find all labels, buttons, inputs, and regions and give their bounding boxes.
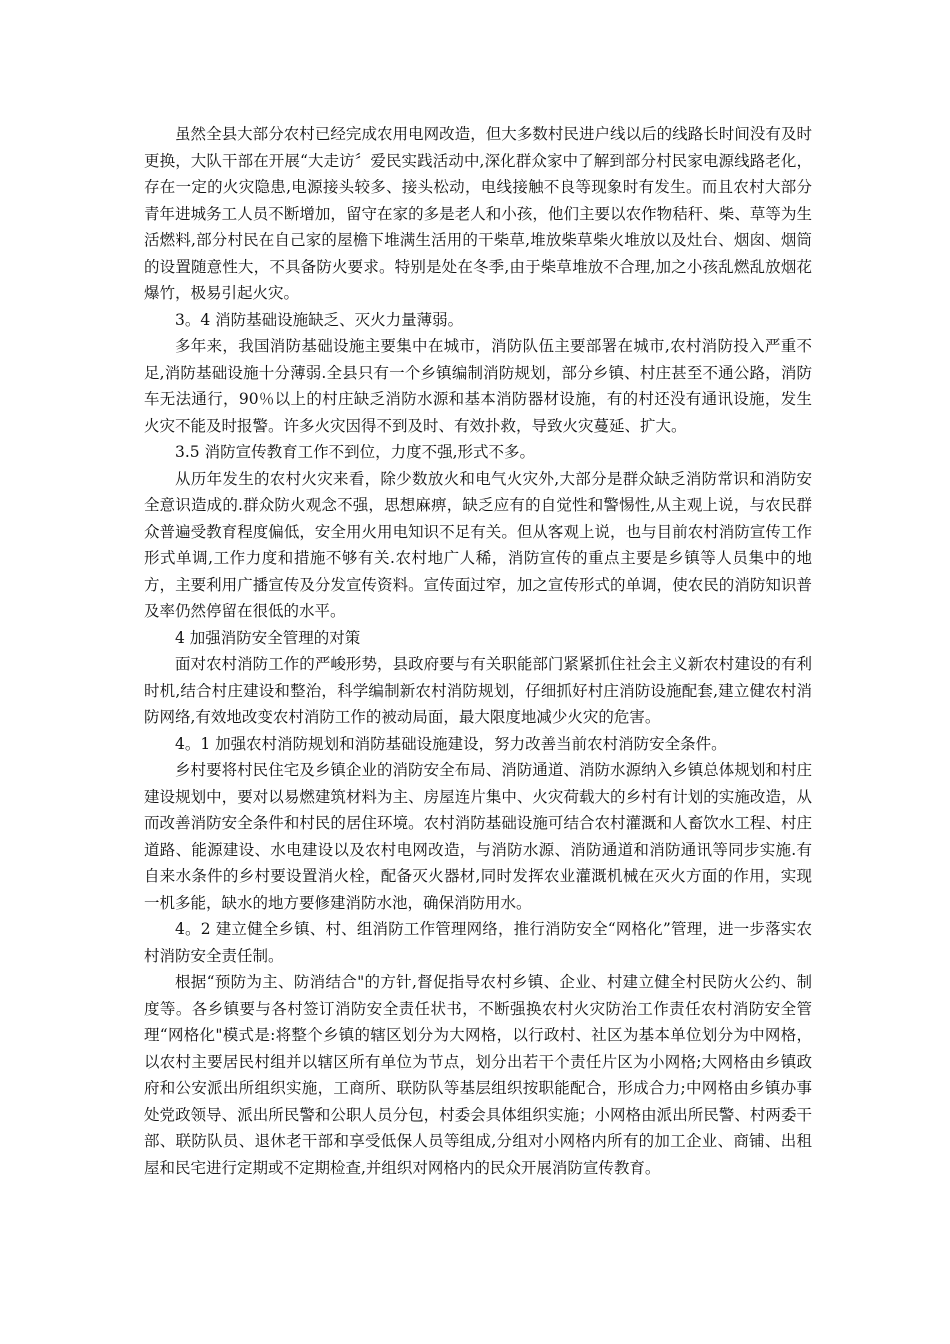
paragraph-infrastructure-weak: 多年来，我国消防基础设施主要集中在城市，消防队伍主要部署在城市,农村消防投入严重不足,消防基础设施十分薄弱.全县只有一个乡镇编制消防规划，部分乡镇、村庄甚至不通公路，消防车无法通行，90％以上的村庄缺乏消防水源和基本消防器材设施，有的村还没有通讯设施，发生火灾不能及时报警。许多火灾因得不到及时、有效扑救，导致火灾蔓延、扩大。 (144, 337, 812, 435)
paragraph-rural-power-fire-risk: 虽然全县大部分农村已经完成农用电网改造，但大多数村民进户线以后的线路长时间没有及时更换，大队干部在开展“大走访〞爱民实践活动中,深化群众家中了解到部分村民家电源线路老化，存在一定的火灾隐患,电源接头较多、接头松动，电线接触不良等现象时有发生。而且农村大部分青年进城务工人员不断增加，留守在家的多是老人和小孩，他们主要以农作物秸秆、柴、草等为生活燃料,部分村民在自己家的屋檐下堆满生活用的干柴草,堆放柴草柴火堆放以及灶台、烟囱、烟筒的设置随意性大，不具备防火要求。特别是处在冬季,由于柴草堆放不合理,加之小孩乱燃乱放烟花爆竹，极易引起火灾。 (144, 125, 812, 302)
section-heading-4: 4 加强消防安全管理的对策 (175, 628, 361, 647)
section-heading-4-1: 4。1 加强农村消防规划和消防基础设施建设，努力改善当前农村消防安全条件。 (175, 734, 727, 753)
section-heading-4-2: 4。2 建立健全乡镇、村、组消防工作管理网络，推行消防安全“网格化”管理，进一步落实农村消防安全责任制。 (144, 920, 812, 965)
section-heading-3-5: 3.5 消防宣传教育工作不到位，力度不强,形式不多。 (175, 443, 536, 461)
paragraph-education-lacking: 从历年发生的农村火灾来看，除少数放火和电气火灾外,大部分是群众缺乏消防常识和消防安全意识造成的.群众防火观念不强，思想麻痹，缺乏应有的自觉性和警惕性,从主观上说，与农民群众普遍受教育程度偏低，安全用火用电知识不足有关。但从客观上说，也与目前农村消防宣传工作形式单调,工作力度和措施不够有关.农村地广人稀，消防宣传的重点主要是乡镇等人员集中的地方，主要利用广播宣传及分发宣传资料。宣传面过窄，加之宣传形式的单调，使农民的消防知识普及率仍然停留在很低的水平。 (144, 469, 812, 620)
paragraph-countermeasures-intro: 面对农村消防工作的严峻形势，县政府要与有关职能部门紧紧抓住社会主义新农村建设的有利时机,结合村庄建设和整治，科学编制新农村消防规划，仔细抓好村庄消防设施配套,建立健农村消防网络,有效地改变农村消防工作的被动局面，最大限度地减少火灾的危害。 (144, 655, 812, 726)
paragraph-grid-management: 根据“预防为主、防消结合"的方针,督促指导农村乡镇、企业、村建立健全村民防火公约、制度等。各乡镇要与各村签订消防安全责任状书，不断强换农村火灾防治工作责任农村消防安全管理“网格化"模式是:将整个乡镇的辖区划分为大网格，以行政村、社区为基本单位划分为中网格，以农村主要居民村组并以辖区所有单位为节点，划分出若干个责任片区为小网格;大网格由乡镇政府和公安派出所组织实施，工商所、联防队等基层组织按职能配合，形成合力;中网格由乡镇办事处党政领导、派出所民警和公职人员分包，村委会具体组织实施；小网格由派出所民警、村两委干部、联防队员、退休老干部和享受低保人员等组成,分组对小网格内所有的加工企业、商铺、出租屋和民宅进行定期或不定期检查,并组织对网格内的民众开展消防宣传教育。 (144, 973, 812, 1177)
section-heading-3-4: 3。4 消防基础设施缺乏、灭火力量薄弱。 (175, 310, 464, 329)
document-body (144, 121, 812, 1181)
paragraph-planning-infrastructure: 乡村要将村民住宅及乡镇企业的消防安全布局、消防通道、消防水源纳入乡镇总体规划和村庄建设规划中，要对以易燃建筑材料为主、房屋连片集中、火灾荷载大的乡村有计划的实施改造，从而改善消防安全条件和村民的居住环境。农村消防基础设施可结合农村灌溉和人畜饮水工程、村庄道路、能源建设、水电建设以及农村电网改造，与消防水源、消防通道和消防通讯等同步实施.有自来水条件的乡村要设置消火栓，配备灭火器材,同时发挥农业灌溉机械在灭火方面的作用，实现一机多能，缺水的地方要修建消防水池，确保消防用水。 (144, 761, 812, 912)
